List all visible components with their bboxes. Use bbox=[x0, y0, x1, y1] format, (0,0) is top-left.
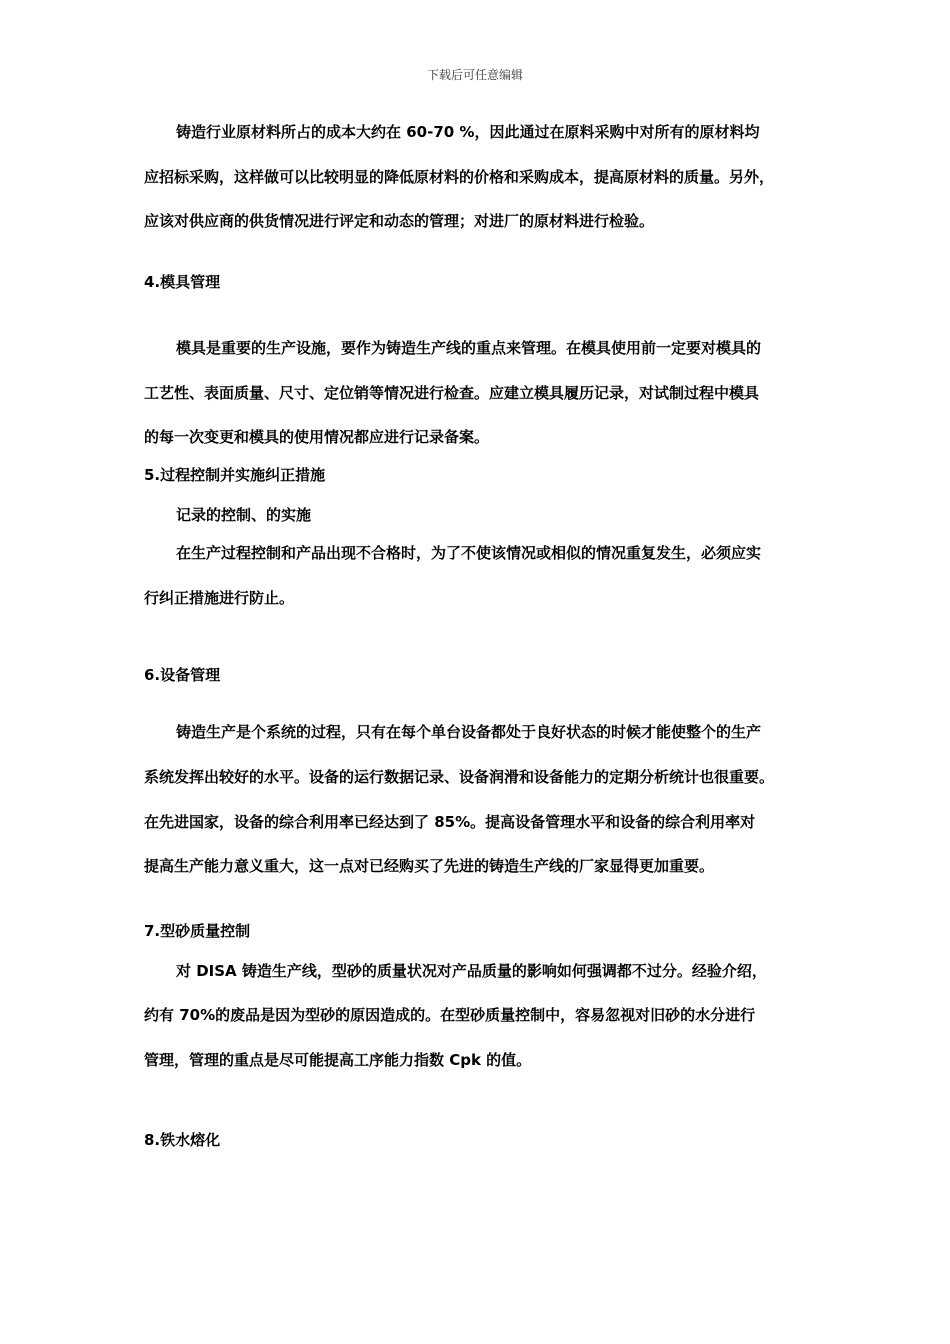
page-header: 下载后可任意编辑 bbox=[426, 68, 523, 82]
paragraph-line: 提高生产能力意义重大，这一点对已经购买了先进的铸造生产线的厂家显得更加重要。 bbox=[144, 857, 715, 875]
paragraph-line: 应招标采购，这样做可以比较明显的降低原材料的价格和采购成本，提高原材料的质量。另外， bbox=[144, 168, 775, 186]
section-heading-5: 5.过程控制并实施纠正措施 bbox=[144, 466, 326, 484]
paragraph-line: 工艺性、表面质量、尺寸、定位销等情况进行检查。应建立模具履历记录，对试制过程中模具 bbox=[144, 384, 760, 402]
paragraph-line: 管理，管理的重点是尽可能提高工序能力指数 Cpk 的值。 bbox=[144, 1051, 532, 1069]
section-heading-4: 4.模具管理 bbox=[144, 273, 221, 291]
paragraph-line: 铸造生产是个系统的过程，只有在每个单台设备都处于良好状态的时候才能使整个的生产 bbox=[176, 723, 762, 741]
paragraph-line: 在生产过程控制和产品出现不合格时，为了不使该情况或相似的情况重复发生，必须应实 bbox=[176, 544, 762, 562]
paragraph-line: 行纠正措施进行防止。 bbox=[144, 589, 295, 607]
section-heading-8: 8.铁水熔化 bbox=[144, 1131, 221, 1149]
paragraph-line: 记录的控制、的实施 bbox=[176, 506, 312, 524]
paragraph-line: 系统发挥出较好的水平。设备的运行数据记录、设备润滑和设备能力的定期分析统计也很重要。 bbox=[144, 768, 775, 786]
paragraph-line: 的每一次变更和模具的使用情况都应进行记录备案。 bbox=[144, 428, 490, 446]
section-heading-7: 7.型砂质量控制 bbox=[144, 922, 251, 940]
paragraph-line: 模具是重要的生产设施，要作为铸造生产线的重点来管理。在模具使用前一定要对模具的 bbox=[176, 339, 762, 357]
paragraph-line: 对 DISA 铸造生产线，型砂的质量状况对产品质量的影响如何强调都不过分。经验介绍， bbox=[176, 962, 767, 980]
paragraph-line: 应该对供应商的供货情况进行评定和动态的管理；对进厂的原材料进行检验。 bbox=[144, 212, 655, 230]
paragraph-line: 约有 70%的废品是因为型砂的原因造成的。在型砂质量控制中，容易忽视对旧砂的水分进行 bbox=[144, 1006, 756, 1024]
section-heading-6: 6.设备管理 bbox=[144, 666, 221, 684]
paragraph-line: 在先进国家，设备的综合利用率已经达到了 85%。提高设备管理水平和设备的综合利用率对 bbox=[144, 813, 756, 831]
paragraph-line: 铸造行业原材料所占的成本大约在 60-70 %，因此通过在原料采购中对所有的原材料均 bbox=[176, 123, 760, 141]
